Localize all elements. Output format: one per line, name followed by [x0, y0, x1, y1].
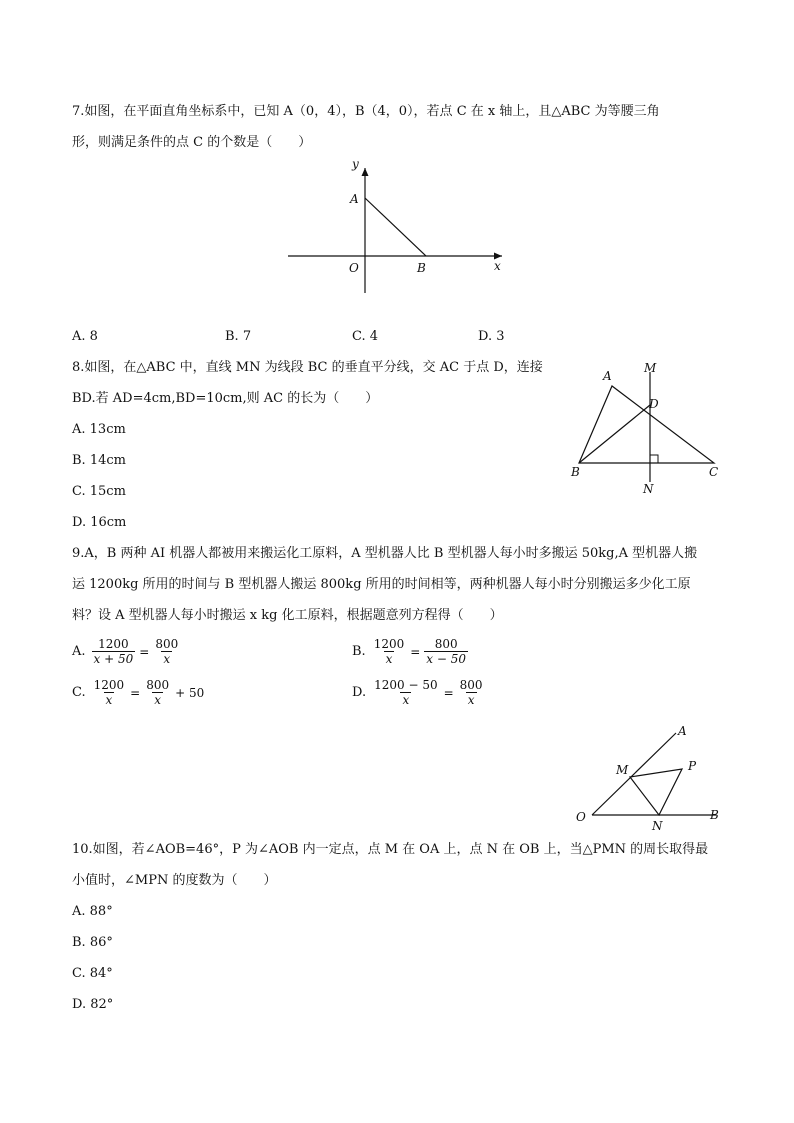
q8-option-b: B. 14cm [72, 453, 126, 468]
q7-figure [280, 150, 510, 300]
q9-option-a-left-numerator: 1200 [98, 637, 129, 651]
q9-option-c-equals: = [130, 685, 141, 700]
q8-triangle-abc [579, 386, 714, 463]
q7-option-a: A. 8 [72, 329, 98, 344]
q10-option-a: A. 88° [72, 904, 113, 919]
q10-label-p: P [688, 759, 697, 773]
q9-option-c-right-numerator: 800 [146, 678, 170, 692]
q8-figure [565, 358, 730, 498]
q7-segment-ab [365, 198, 426, 256]
q9-option-b-right-numerator: 800 [434, 637, 458, 651]
q9-option-a-label: A. [72, 644, 86, 659]
q8-label-d: D [649, 397, 659, 411]
q10-text-line1: 10.如图，若∠AOB=46°，P 为∠AOB 内一定点，点 M 在 OA 上，点 N 在 OB 上，当△PMN 的周长取得最 [72, 842, 709, 857]
q7-option-c: C. 4 [352, 329, 379, 344]
q9-option-b-left-numerator: 1200 [373, 637, 405, 651]
q7-option-b: B. 7 [225, 329, 252, 344]
q10-label-b: B [710, 808, 719, 822]
q8-right-angle-mark [650, 455, 658, 463]
q9-option-d-label: D. [352, 685, 367, 700]
q7-text-line2: 形，则满足条件的点 C 的个数是（ ） [72, 135, 312, 150]
q9-option-a-right-denominator: x [163, 652, 171, 666]
q9-option-d-left-denominator: x [402, 693, 410, 707]
q9-option-b-equals: = [410, 644, 421, 659]
q10-label-m: M [616, 763, 629, 777]
q9-option-c [72, 678, 204, 707]
q7-label-b: B [417, 261, 426, 275]
q9-text-line3: 料？设 A 型机器人每小时搬运 x kg 化工原料，根据题意列方程得（ ） [72, 608, 503, 623]
q9-option-d-right-numerator: 800 [459, 678, 483, 692]
q9-option-c-left-numerator: 1200 [93, 678, 125, 692]
q7-label-a: A [350, 192, 359, 206]
q9-text-line2: 运 1200kg 所用的时间与 B 型机器人搬运 800kg 所用的时间相等，两种机器人每小时分别搬运多少化工原 [72, 577, 691, 592]
q8-option-c: C. 15cm [72, 484, 126, 499]
q8-option-d: D. 16cm [72, 515, 127, 530]
q9-option-c-label: C. [72, 685, 86, 700]
q9-option-b-left-denominator: x [385, 652, 393, 666]
q8-label-a: A [603, 369, 612, 383]
q10-triangle-pmn [630, 769, 682, 815]
q7-label-o: O [349, 261, 359, 275]
q9-option-d [352, 678, 485, 707]
q9-option-a-left-denominator: x + 50 [93, 652, 134, 666]
q9-option-c-tail: + 50 [175, 685, 205, 700]
q8-label-c: C [709, 465, 719, 479]
q8-label-b: B [571, 465, 580, 479]
q9-option-c-right-denominator: x [154, 693, 162, 707]
q10-label-o: O [576, 810, 586, 824]
q9-text-line1: 9.A，B 两种 AI 机器人都被用来搬运化工原料，A 型机器人比 B 型机器人每小时多搬运 50kg,A 型机器人搬 [72, 546, 698, 561]
q10-option-b: B. 86° [72, 935, 113, 950]
q9-option-a-equals: = [139, 644, 150, 659]
q8-text-line2: BD.若 AD=4cm,BD=10cm,则 AC 的长为（ ） [72, 391, 379, 406]
q9-option-d-left-numerator: 1200 − 50 [374, 678, 438, 692]
q8-text-line1: 8.如图，在△ABC 中，直线 MN 为线段 BC 的垂直平分线，交 AC 于点 D，连接 [72, 360, 543, 375]
q10-option-c: C. 84° [72, 966, 113, 981]
q7-text-line1: 7.如图，在平面直角坐标系中，已知 A（0，4），B（4，0），若点 C 在 x 轴上，且△ABC 为等腰三角 [72, 104, 660, 119]
q7-option-d: D. 3 [478, 329, 505, 344]
q10-label-n: N [652, 819, 663, 833]
q9-option-c-left-denominator: x [105, 693, 113, 707]
q9-option-a-right-numerator: 800 [155, 637, 179, 651]
q9-option-b [352, 637, 468, 666]
q8-option-a: A. 13cm [72, 422, 126, 437]
q8-label-n: N [643, 482, 654, 496]
q10-text-line2: 小值时，∠MPN 的度数为（ ） [72, 873, 277, 888]
q9-option-a [72, 637, 180, 666]
q9-option-d-right-denominator: x [467, 693, 475, 707]
q8-label-m: M [644, 361, 657, 375]
q10-label-a: A [678, 724, 687, 738]
q10-ray-oa [592, 733, 676, 815]
q9-option-b-right-denominator: x − 50 [426, 652, 467, 666]
q7-label-x: x [494, 259, 501, 273]
q9-option-d-equals: = [443, 685, 454, 700]
q7-label-y: y [352, 157, 359, 171]
q10-option-d: D. 82° [72, 997, 114, 1012]
q7-y-arrow [362, 168, 369, 176]
q8-segment-bd [579, 405, 650, 463]
q9-option-b-label: B. [352, 644, 366, 659]
q10-figure [570, 720, 730, 835]
